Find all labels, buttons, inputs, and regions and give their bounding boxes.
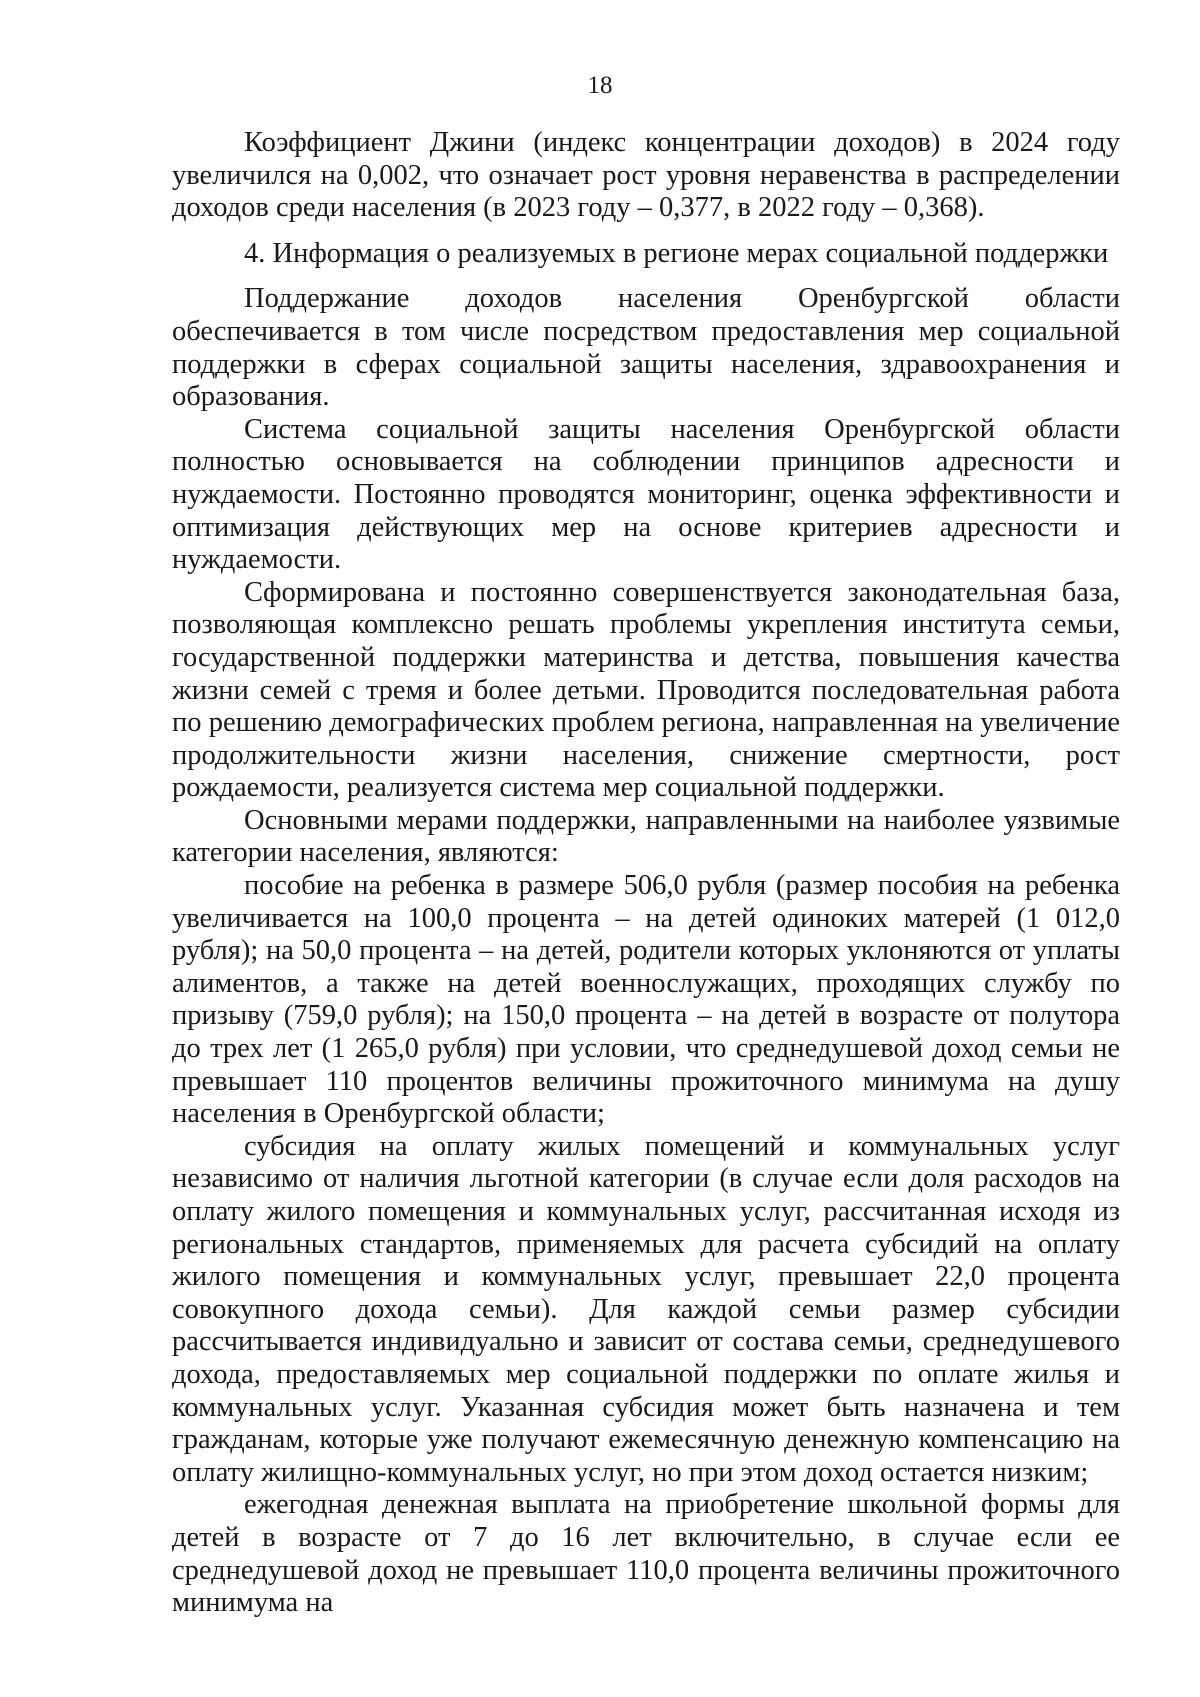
list-item-child-allowance: пособие на ребенка в размере 506,0 рубля (размер пособия на ребенка увеличивается на 100,0 процента – на детей одиноких матерей (1 012,0 рубля); на 50,0 процента – на детей, родители которых уклоняются от уплаты алиментов, а также на детей военнослужащих, проходящих службу по призыву (759,0 рубля); на 150,0 процента – на детей в возрасте от полутора до трех лет (1 265,0 рубля) при условии, что среднедушевой доход семьи не превышает 110 процентов величины прожиточного минимума на душу населения в Оренбургской области; bbox=[172, 870, 1120, 1130]
paragraph-main-support-measures: Основными мерами поддержки, направленными на наиболее уязвимые категории населения, являются: bbox=[172, 804, 1120, 869]
paragraph-social-protection-system: Система социальной защиты населения Оренбургской области полностью основывается на соблюдении принципов адресности и нуждаемости. Постоянно проводятся мониторинг, оценка эффективности и оптимизация действующих мер на основе критериев адресности и нуждаемости. bbox=[172, 413, 1120, 576]
list-item-school-uniform-payment: ежегодная денежная выплата на приобретение школьной формы для детей в возрасте от 7 до 16 лет включительно, в случае если ее среднедушевой доход не превышает 110,0 процента величины прожиточного минимума на bbox=[172, 1489, 1120, 1619]
list-item-housing-subsidy: субсидия на оплату жилых помещений и коммунальных услуг независимо от наличия льготной категории (в случае если доля расходов на оплату жилого помещения и коммунальных услуг, рассчитанная исходя из региональных стандартов, применяемых для расчета субсидий на оплату жилого помещения и коммунальных услуг, превышает 22,0 процента совокупного дохода семьи). Для каждой семьи размер субсидии рассчитывается индивидуально и зависит от состава семьи, среднедушевого дохода, предоставляемых мер социальной поддержки по оплате жилья и коммунальных услуг. Указанная субсидия может быть назначена и тем гражданам, которые уже получают ежемесячную денежную компенсацию на оплату жилищно-коммунальных услуг, но при этом доход остается низким; bbox=[172, 1130, 1120, 1488]
paragraph-gini-coefficient: Коэффициент Джини (индекс концентрации доходов) в 2024 году увеличился на 0,002, что означает рост уровня неравенства в распределении доходов среди населения (в 2023 году – 0,377, в 2022 году – 0,368). bbox=[172, 127, 1120, 224]
document-body bbox=[172, 127, 1120, 1620]
paragraph-income-support: Поддержание доходов населения Оренбургской области обеспечивается в том числе посредством предоставления мер социальной поддержки в сферах социальной защиты населения, здравоохранения и образования. bbox=[172, 283, 1120, 413]
page-number: 18 bbox=[587, 72, 613, 99]
paragraph-legislative-base: Сформирована и постоянно совершенствуется законодательная база, позволяющая комплексно решать проблемы укрепления института семьи, государственной поддержки материнства и детства, повышения качества жизни семей с тремя и более детьми. Проводится последовательная работа по решению демографических проблем региона, направленная на увеличение продолжительности жизни населения, снижение смертности, рост рождаемости, реализуется система мер социальной поддержки. bbox=[172, 576, 1120, 804]
section-heading-social-support: 4. Информация о реализуемых в регионе мерах социальной поддержки bbox=[244, 237, 1109, 269]
